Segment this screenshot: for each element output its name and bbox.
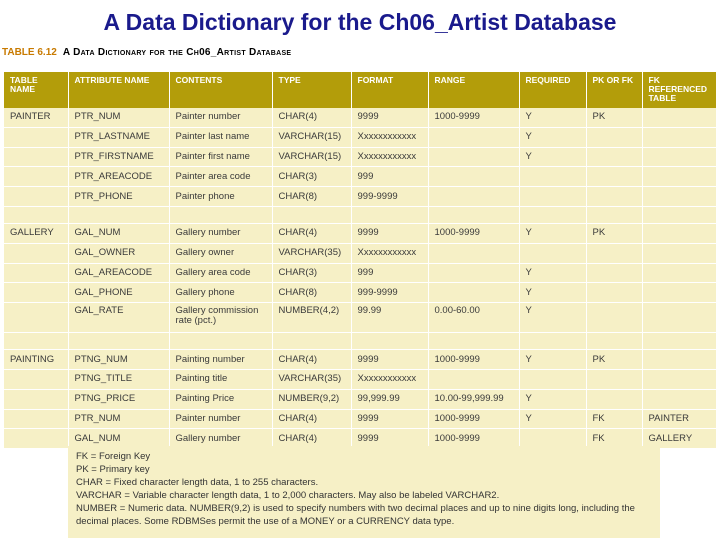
cell-required: Y [519, 389, 586, 409]
cell-contents: Gallery phone [169, 283, 272, 303]
cell-pk-fk: PK [586, 108, 642, 127]
cell-contents: Painting title [169, 369, 272, 389]
cell-table-name [4, 389, 68, 409]
cell-pk-fk [586, 389, 642, 409]
cell-attribute-name: PTNG_TITLE [68, 369, 169, 389]
cell-table-name [4, 263, 68, 283]
cell-pk-fk [586, 127, 642, 147]
cell-fk-ref-table [642, 333, 716, 350]
cell-type: CHAR(4) [272, 429, 351, 449]
cell-fk-ref-table [642, 369, 716, 389]
cell-fk-ref-table [642, 303, 716, 333]
cell-contents: Gallery area code [169, 263, 272, 283]
legend-line: PK = Primary key [76, 464, 150, 475]
cell-attribute-name: PTR_NUM [68, 108, 169, 127]
cell-contents: Gallery number [169, 429, 272, 449]
table-row [4, 263, 716, 283]
cell-type: CHAR(4) [272, 108, 351, 127]
cell-format: Xxxxxxxxxxxx [351, 243, 428, 263]
cell-type: VARCHAR(35) [272, 369, 351, 389]
table-caption [2, 47, 291, 58]
cell-range [428, 263, 519, 283]
cell-fk-ref-table: PAINTER [642, 409, 716, 429]
cell-required: Y [519, 127, 586, 147]
header-type: TYPE [272, 72, 351, 108]
table-row [4, 243, 716, 263]
cell-range [428, 206, 519, 223]
cell-attribute-name: PTNG_NUM [68, 350, 169, 370]
table-row [4, 127, 716, 147]
cell-required: Y [519, 350, 586, 370]
header-contents: CONTENTS [169, 72, 272, 108]
table-row [4, 303, 716, 333]
cell-contents: Painting Price [169, 389, 272, 409]
cell-table-name: GALLERY [4, 223, 68, 243]
cell-pk-fk [586, 333, 642, 350]
cell-range [428, 127, 519, 147]
table-row [4, 223, 716, 243]
cell-table-name: PAINTER [4, 108, 68, 127]
cell-pk-fk [586, 369, 642, 389]
table-row [4, 147, 716, 167]
cell-type: CHAR(4) [272, 409, 351, 429]
cell-attribute-name: GAL_AREACODE [68, 263, 169, 283]
cell-range: 1000-9999 [428, 350, 519, 370]
cell-table-name [4, 147, 68, 167]
cell-attribute-name: PTR_NUM [68, 409, 169, 429]
cell-fk-ref-table [642, 263, 716, 283]
cell-table-name [4, 206, 68, 223]
table-caption-text: A Data Dictionary for the Ch06_Artist Database [62, 47, 292, 58]
cell-fk-ref-table: GALLERY [642, 429, 716, 449]
cell-table-name [4, 187, 68, 207]
cell-contents [169, 333, 272, 350]
cell-range [428, 283, 519, 303]
cell-range: 1000-9999 [428, 223, 519, 243]
cell-required: Y [519, 303, 586, 333]
cell-fk-ref-table [642, 127, 716, 147]
cell-table-name [4, 369, 68, 389]
cell-fk-ref-table [642, 167, 716, 187]
cell-contents: Painter first name [169, 147, 272, 167]
cell-type [272, 206, 351, 223]
legend-line: NUMBER = Numeric data. NUMBER(9,2) is used to specify numbers with two decimal places and up to nine digits long, including the decimal places. Some RDBMSes permit the use of a MONEY or a CURRENCY data type. [76, 503, 635, 527]
cell-table-name: PAINTING [4, 350, 68, 370]
cell-required: Y [519, 283, 586, 303]
cell-format [351, 333, 428, 350]
cell-pk-fk [586, 167, 642, 187]
cell-format: 99,999.99 [351, 389, 428, 409]
cell-format: 999 [351, 167, 428, 187]
cell-table-name [4, 283, 68, 303]
cell-attribute-name: GAL_RATE [68, 303, 169, 333]
cell-required [519, 333, 586, 350]
cell-pk-fk [586, 187, 642, 207]
table-number: TABLE 6.12 [2, 47, 57, 58]
cell-format: 9999 [351, 350, 428, 370]
cell-format: 9999 [351, 223, 428, 243]
header-row [4, 72, 716, 108]
cell-range: 1000-9999 [428, 429, 519, 449]
cell-contents: Painter last name [169, 127, 272, 147]
table-row [4, 187, 716, 207]
cell-table-name [4, 409, 68, 429]
cell-fk-ref-table [642, 389, 716, 409]
cell-pk-fk [586, 283, 642, 303]
cell-pk-fk: PK [586, 350, 642, 370]
legend-line: VARCHAR = Variable character length data, 1 to 2,000 characters. May also be labeled VARCHAR2. [76, 490, 500, 501]
cell-type: CHAR(4) [272, 350, 351, 370]
cell-range: 1000-9999 [428, 409, 519, 429]
spacer-row [4, 206, 716, 223]
cell-attribute-name: GAL_NUM [68, 223, 169, 243]
cell-table-name [4, 243, 68, 263]
cell-range [428, 243, 519, 263]
table-row [4, 389, 716, 409]
cell-contents: Gallery owner [169, 243, 272, 263]
header-fk-referenced-table: FK REFERENCED TABLE [642, 72, 716, 108]
cell-format [351, 206, 428, 223]
cell-fk-ref-table [642, 243, 716, 263]
cell-fk-ref-table [642, 147, 716, 167]
cell-pk-fk [586, 206, 642, 223]
cell-attribute-name: GAL_OWNER [68, 243, 169, 263]
cell-format: 9999 [351, 108, 428, 127]
header-range: RANGE [428, 72, 519, 108]
cell-attribute-name: GAL_NUM [68, 429, 169, 449]
cell-attribute-name: PTNG_PRICE [68, 389, 169, 409]
legend-line: FK = Foreign Key [76, 451, 151, 462]
cell-type: CHAR(8) [272, 283, 351, 303]
header-pk-or-fk: PK OR FK [586, 72, 642, 108]
cell-format: 999-9999 [351, 187, 428, 207]
cell-contents [169, 206, 272, 223]
cell-fk-ref-table [642, 187, 716, 207]
header-format: FORMAT [351, 72, 428, 108]
cell-format: 999-9999 [351, 283, 428, 303]
cell-contents: Painter phone [169, 187, 272, 207]
cell-contents: Gallery number [169, 223, 272, 243]
cell-table-name [4, 333, 68, 350]
cell-fk-ref-table [642, 108, 716, 127]
legend-line: CHAR = Fixed character length data, 1 to 255 characters. [76, 477, 319, 488]
data-dictionary-table [4, 72, 717, 449]
cell-format: Xxxxxxxxxxxx [351, 369, 428, 389]
cell-attribute-name [68, 333, 169, 350]
table-row [4, 108, 716, 127]
cell-required [519, 206, 586, 223]
cell-table-name [4, 167, 68, 187]
cell-required: Y [519, 409, 586, 429]
cell-pk-fk [586, 147, 642, 167]
cell-format: 99.99 [351, 303, 428, 333]
cell-pk-fk: FK [586, 429, 642, 449]
cell-required [519, 187, 586, 207]
header-attribute-name: ATTRIBUTE NAME [68, 72, 169, 108]
cell-range: 1000-9999 [428, 108, 519, 127]
cell-contents: Painting number [169, 350, 272, 370]
cell-required [519, 243, 586, 263]
cell-pk-fk: FK [586, 409, 642, 429]
cell-attribute-name: PTR_AREACODE [68, 167, 169, 187]
slide-title: A Data Dictionary for the Ch06_Artist Database [103, 9, 617, 35]
cell-type: VARCHAR(15) [272, 127, 351, 147]
cell-range: 0.00-60.00 [428, 303, 519, 333]
cell-range [428, 167, 519, 187]
cell-fk-ref-table [642, 206, 716, 223]
cell-range [428, 369, 519, 389]
cell-format: 999 [351, 263, 428, 283]
table-row [4, 409, 716, 429]
cell-fk-ref-table [642, 283, 716, 303]
cell-required: Y [519, 223, 586, 243]
cell-type: CHAR(4) [272, 223, 351, 243]
table-row [4, 369, 716, 389]
header-required: REQUIRED [519, 72, 586, 108]
cell-type: CHAR(3) [272, 167, 351, 187]
cell-attribute-name: GAL_PHONE [68, 283, 169, 303]
cell-pk-fk [586, 243, 642, 263]
cell-type: CHAR(3) [272, 263, 351, 283]
cell-fk-ref-table [642, 350, 716, 370]
cell-contents: Painter number [169, 108, 272, 127]
cell-contents: Painter area code [169, 167, 272, 187]
cell-pk-fk [586, 263, 642, 283]
table-row [4, 350, 716, 370]
cell-pk-fk: PK [586, 223, 642, 243]
cell-required [519, 369, 586, 389]
cell-required: Y [519, 147, 586, 167]
cell-table-name [4, 429, 68, 449]
cell-required: Y [519, 263, 586, 283]
cell-type [272, 333, 351, 350]
table-body [4, 108, 716, 449]
table-row [4, 167, 716, 187]
cell-range [428, 187, 519, 207]
legend-box [68, 446, 660, 538]
cell-range [428, 333, 519, 350]
cell-required [519, 167, 586, 187]
cell-range: 10.00-99,999.99 [428, 389, 519, 409]
cell-contents: Gallery commission rate (pct.) [169, 303, 272, 333]
cell-type: NUMBER(9,2) [272, 389, 351, 409]
cell-attribute-name: PTR_PHONE [68, 187, 169, 207]
cell-format: Xxxxxxxxxxxx [351, 127, 428, 147]
cell-required: Y [519, 108, 586, 127]
table-row [4, 283, 716, 303]
cell-attribute-name [68, 206, 169, 223]
cell-type: VARCHAR(35) [272, 243, 351, 263]
cell-range [428, 147, 519, 167]
cell-format: 9999 [351, 429, 428, 449]
cell-type: VARCHAR(15) [272, 147, 351, 167]
cell-type: CHAR(8) [272, 187, 351, 207]
cell-format: 9999 [351, 409, 428, 429]
cell-attribute-name: PTR_LASTNAME [68, 127, 169, 147]
cell-table-name [4, 303, 68, 333]
cell-contents: Painter number [169, 409, 272, 429]
spacer-row [4, 333, 716, 350]
cell-type: NUMBER(4,2) [272, 303, 351, 333]
header-table-name: TABLE NAME [4, 72, 68, 108]
cell-attribute-name: PTR_FIRSTNAME [68, 147, 169, 167]
cell-table-name [4, 127, 68, 147]
cell-format: Xxxxxxxxxxxx [351, 147, 428, 167]
cell-fk-ref-table [642, 223, 716, 243]
cell-pk-fk [586, 303, 642, 333]
